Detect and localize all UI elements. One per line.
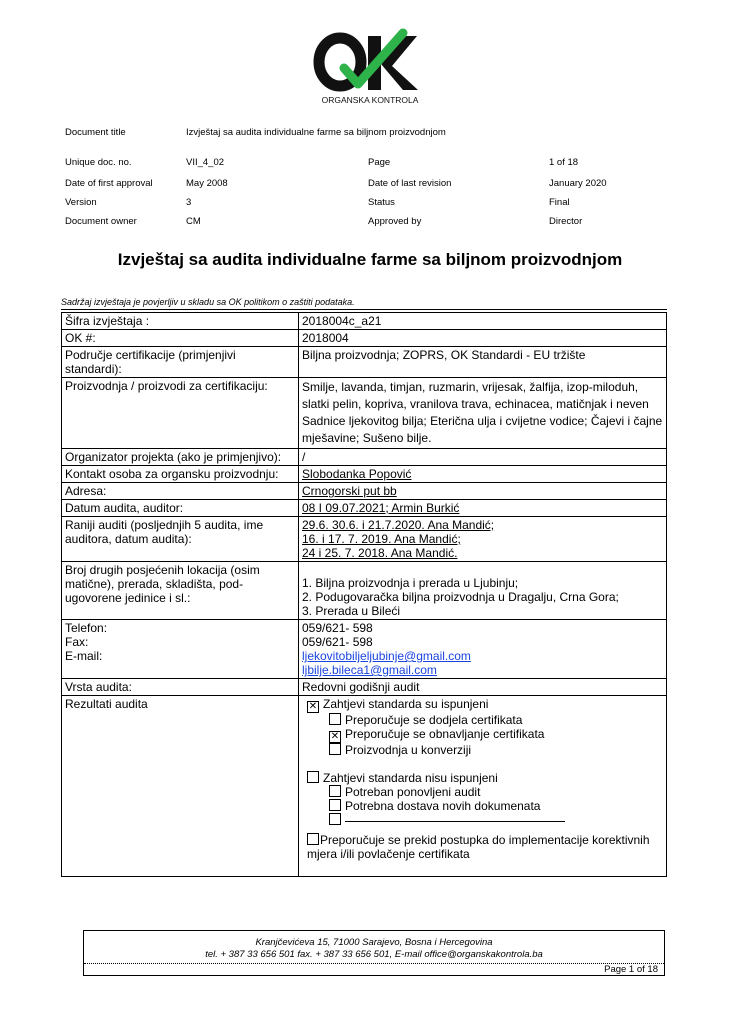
checkbox-dodjela[interactable] [329,713,341,725]
last-revision-label: Date of last revision [368,178,452,189]
table-row [62,679,667,696]
logo-subtitle: ORGANSKA KONTROLA [321,95,419,105]
table-row [62,483,667,500]
table-row [62,347,667,378]
datum-value: 08 I 09.07.2021; Armin Burkić [299,500,667,517]
proizvodi-value: Smilje, lavanda, timjan, ruzmarin, vrijesak, žalfija, izop-miloduh, slatki pelin, kopriva, vranilova trava, echinacea, matičnjak i neven Sadnice ljekovitog bilja; Eterična ulja i cvijetne vodice; Čajevi i čajne mješavine; Sušeno bilje. [299,378,667,449]
sifra-value: 2018004c_a21 [299,313,667,330]
adresa-label: Adresa: [62,483,299,500]
telefon-label: Telefon: [65,621,108,635]
version-value: 3 [186,197,192,208]
footer-address: Kranjčevićeva 15, 71000 Sarajevo, Bosna i Hercegovina [255,937,493,948]
confidential-note: Sadržaj izvještaja je povjerljiv u skladu sa OK politikom o zaštiti podataka. [61,297,355,307]
footer-contact: tel. + 387 33 656 501 fax. + 387 33 656 501, E-mail office@organskakontrola.ba [205,949,543,960]
divider [61,309,667,310]
email-link-2[interactable]: ljbilje.bileca1@gmail.com [302,663,437,677]
result-obnavljanje-label: Preporučuje se obnavljanje certifikata [345,727,545,741]
raniji-audit-1: 29.6. 30.6. i 21.7.2020. Ana Mandić; [302,518,495,532]
ok-logo [300,28,440,108]
result-dodjela [302,713,663,727]
table-row [62,466,667,483]
table-row [62,378,667,449]
rezultati-value [299,696,667,877]
blank-line [345,821,565,822]
result-blank [302,813,663,827]
result-ispunjeni-label: Zahtjevi standarda su ispunjeni [323,697,489,711]
status-value: Final [549,197,570,208]
result-konverzija-label: Proizvodnja u konverziji [345,743,472,757]
result-dostava [302,799,663,813]
vrsta-value: Redovni godišnji audit [299,679,667,696]
owner-value: CM [186,216,201,227]
status-label: Status [368,197,395,208]
rezultati-label: Rezultati audita [62,696,299,877]
approved-label: Approved by [368,216,422,227]
ok-value: 2018004 [299,330,667,347]
checkbox-blank[interactable] [329,813,341,825]
result-dostava-label: Potrebna dostava novih dokumenata [345,799,541,813]
fax-value: 059/621- 598 [302,635,373,649]
table-row [62,562,667,620]
checkbox-konverzija[interactable] [329,743,341,755]
document-title-value: Izvještaj sa audita individualne farme sa biljnom proizvodnjom [186,127,446,138]
lokacija-3: 3. Prerada u Bileći [302,604,401,618]
checkbox-obnavljanje[interactable]: ✕ [330,731,340,742]
ok-label: OK #: [62,330,299,347]
raniji-label: Raniji auditi (posljednjih 5 audita, ime auditora, datum audita): [62,517,299,562]
result-ponovljeni-label: Potreban ponovljeni audit [345,785,481,799]
first-approval-value: May 2008 [186,178,228,189]
table-row [62,620,667,679]
checkbox-ponovljeni[interactable] [329,785,341,797]
email-link-1[interactable]: ljekovitobiljeljubinje@gmail.com [302,649,471,663]
checkbox-prekid[interactable] [307,833,319,845]
fax-label: Fax: [65,635,89,649]
page-footer [83,930,665,976]
lokacija-1: 1. Biljna proizvodnja i prerada u Ljubinju; [302,576,519,590]
page-label: Page [368,157,391,168]
result-ispunjeni [302,697,663,713]
result-obnavljanje [302,727,663,743]
organizator-value: / [299,449,667,466]
kontakt-value: Slobodanka Popović [299,466,667,483]
report-heading: Izvještaj sa audita individualne farme sa biljnom proizvodnjom [117,250,623,269]
podrucje-value: Biljna proizvodnja; ZOPRS, OK Standardi - EU tržište [299,347,667,378]
raniji-value [299,517,667,562]
unique-doc-value: VII_4_02 [186,157,225,168]
approved-value: Director [549,216,583,227]
table-row [62,449,667,466]
checkbox-ispunjeni[interactable]: ✕ [308,701,318,712]
first-approval-label: Date of first approval [65,178,153,189]
sifra-label: Šifra izvještaja : [62,313,299,330]
adresa-value: Crnogorski put bb [299,483,667,500]
result-prekid-label: Preporučuje se prekid postupka do implementacije korektivnih mjera i/ili povlačenje certifikata [307,833,650,861]
lokacija-2: 2. Podugovaračka biljna proizvodnja u Dragalju, Crna Gora; [302,590,619,604]
organizator-label: Organizator projekta (ako je primjenjivo): [62,449,299,466]
last-revision-value: January 2020 [549,178,607,189]
version-label: Version [65,197,97,208]
result-ponovljeni [302,785,663,799]
proizvodi-label: Proizvodnja / proizvodi za certifikaciju: [62,378,299,449]
result-prekid [302,833,663,861]
table-row [62,696,667,877]
table-row [62,330,667,347]
email-label: E-mail: [65,649,103,663]
page-value: 1 of 18 [549,157,579,168]
table-row [62,517,667,562]
document-title-label: Document title [65,127,126,138]
spacer [302,757,663,771]
result-dodjela-label: Preporučuje se dodjela certifikata [345,713,523,727]
table-row [62,313,667,330]
raniji-audit-2: 16. i 17. 7. 2019. Ana Mandić; [302,532,461,546]
podrucje-label: Područje certifikacije (primjenjivi standardi): [62,347,299,378]
datum-label: Datum audita, auditor: [62,500,299,517]
result-konverzija [302,743,663,757]
kontakt-podaci-values [299,620,667,679]
checkbox-nisu-ispunjeni[interactable] [307,771,319,783]
result-nisu-ispunjeni-label: Zahtjevi standarda nisu ispunjeni [323,771,498,785]
owner-label: Document owner [65,216,137,227]
kontakt-podaci-labels [62,620,299,679]
lokacije-value [299,562,667,620]
result-nisu-ispunjeni [302,771,663,785]
footer-page-number: Page 1 of 18 [604,964,658,975]
raniji-audit-3: 24 i 25. 7. 2018. Ana Mandić. [302,546,458,560]
ok-logo-graphic [300,28,440,108]
telefon-value: 059/621- 598 [302,621,373,635]
table-row [62,500,667,517]
vrsta-label: Vrsta audita: [62,679,299,696]
report-table [61,312,667,877]
unique-doc-label: Unique doc. no. [65,157,132,168]
checkbox-dostava[interactable] [329,799,341,811]
broj-label: Broj drugih posjećenih lokacija (osim matične), prerada, skladišta, pod-ugovorene jedinice i sl.: [62,562,299,620]
kontakt-label: Kontakt osoba za organsku proizvodnju: [62,466,299,483]
footer-address-block [84,937,664,961]
footer-divider [84,963,664,964]
